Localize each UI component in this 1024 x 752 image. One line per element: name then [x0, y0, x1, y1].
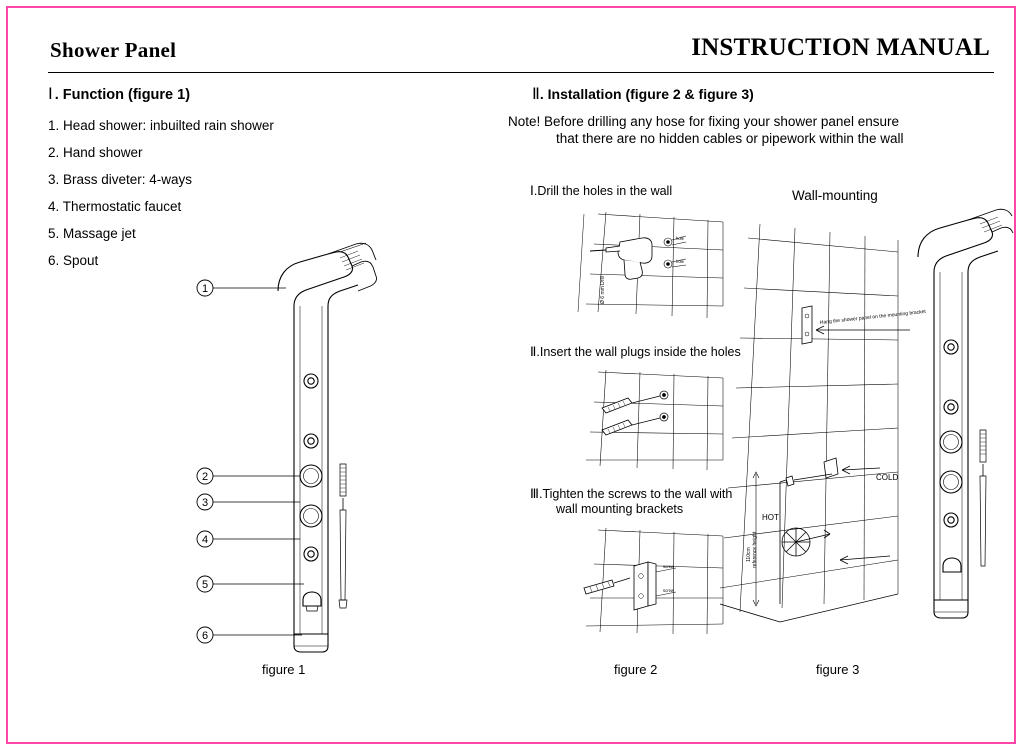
- bracket-hang-label: Hang the shower panel on the mounting bracket: [819, 308, 927, 326]
- figure-1-caption: figure 1: [262, 662, 306, 677]
- list-item: 6. Spout: [48, 253, 99, 268]
- installation-section: [508, 84, 994, 148]
- wall-mounting-label: Wall-mounting: [792, 188, 878, 203]
- page-header: [30, 26, 994, 72]
- installation-section-title: . Installation (figure 2 & figure 3): [539, 86, 754, 102]
- step-1-heading: [530, 183, 672, 199]
- step-2-roman: Ⅱ: [530, 344, 537, 359]
- step-1-roman: Ⅰ: [530, 183, 534, 198]
- drill-size-label: Ø 6 mm Drill: [600, 276, 606, 304]
- installation-note-line-2: that there are no hidden cables or pipework within the wall: [556, 131, 904, 146]
- height-label-1: 110cm: [746, 547, 752, 562]
- callout-6: 6: [201, 630, 209, 642]
- cold-label: COLD: [876, 473, 899, 482]
- callout-2: 2: [201, 471, 209, 483]
- step-2-text: .Insert the wall plugs inside the holes: [536, 345, 741, 359]
- figure-3-panel: [890, 202, 1010, 632]
- function-section-title: . Function (figure 1): [54, 87, 191, 103]
- manual-title: INSTRUCTION MANUAL: [691, 34, 990, 61]
- list-item: 3. Brass diveter: 4-ways: [48, 172, 193, 187]
- installation-note-line-1: Note! Before drilling any hose for fixing your shower panel ensure: [508, 114, 899, 129]
- figure-1-illustration: [160, 236, 490, 666]
- callout-4: 4: [201, 534, 209, 546]
- function-section-roman: Ⅰ: [48, 86, 53, 103]
- step-3-heading: [530, 486, 732, 516]
- figure-3-caption: figure 3: [816, 662, 860, 677]
- step-2-heading: [530, 344, 741, 360]
- figure-2-caption: figure 2: [614, 662, 658, 677]
- list-item: 1. Head shower: inbuilted rain shower: [48, 118, 274, 133]
- installation-section-roman: Ⅱ: [532, 86, 540, 103]
- list-item: 4. Thermostatic faucet: [48, 199, 182, 214]
- step-3-text: .Tighten the screws to the wall with: [538, 487, 733, 501]
- height-label-2: reference height: [752, 531, 758, 568]
- callout-5: 5: [201, 579, 209, 591]
- callout-1: 1: [201, 283, 209, 295]
- installation-section-heading: [532, 84, 994, 104]
- step-1-illustration: [568, 212, 728, 322]
- step-3-roman: Ⅲ: [530, 486, 539, 501]
- step-3-illustration: [568, 526, 728, 636]
- bracket-annotation-1: screw: [663, 564, 674, 569]
- function-section-heading: [48, 84, 498, 104]
- page-title: Shower Panel: [50, 38, 177, 62]
- list-item: 2. Hand shower: [48, 145, 143, 160]
- step-1-text: .Drill the holes in the wall: [533, 184, 673, 198]
- bracket-annotation-2: screw: [663, 588, 674, 593]
- step-2-illustration: [568, 370, 728, 470]
- header-divider: [48, 72, 994, 73]
- drill-annotation: hole: [676, 236, 684, 241]
- step-3-text-cont: wall mounting brackets: [556, 502, 684, 516]
- drill-annotation-2: hole: [676, 259, 684, 264]
- hot-label: HOT: [762, 513, 779, 522]
- callout-3: 3: [201, 497, 209, 509]
- manual-sheet: [30, 26, 994, 686]
- list-item: 5. Massage jet: [48, 226, 136, 241]
